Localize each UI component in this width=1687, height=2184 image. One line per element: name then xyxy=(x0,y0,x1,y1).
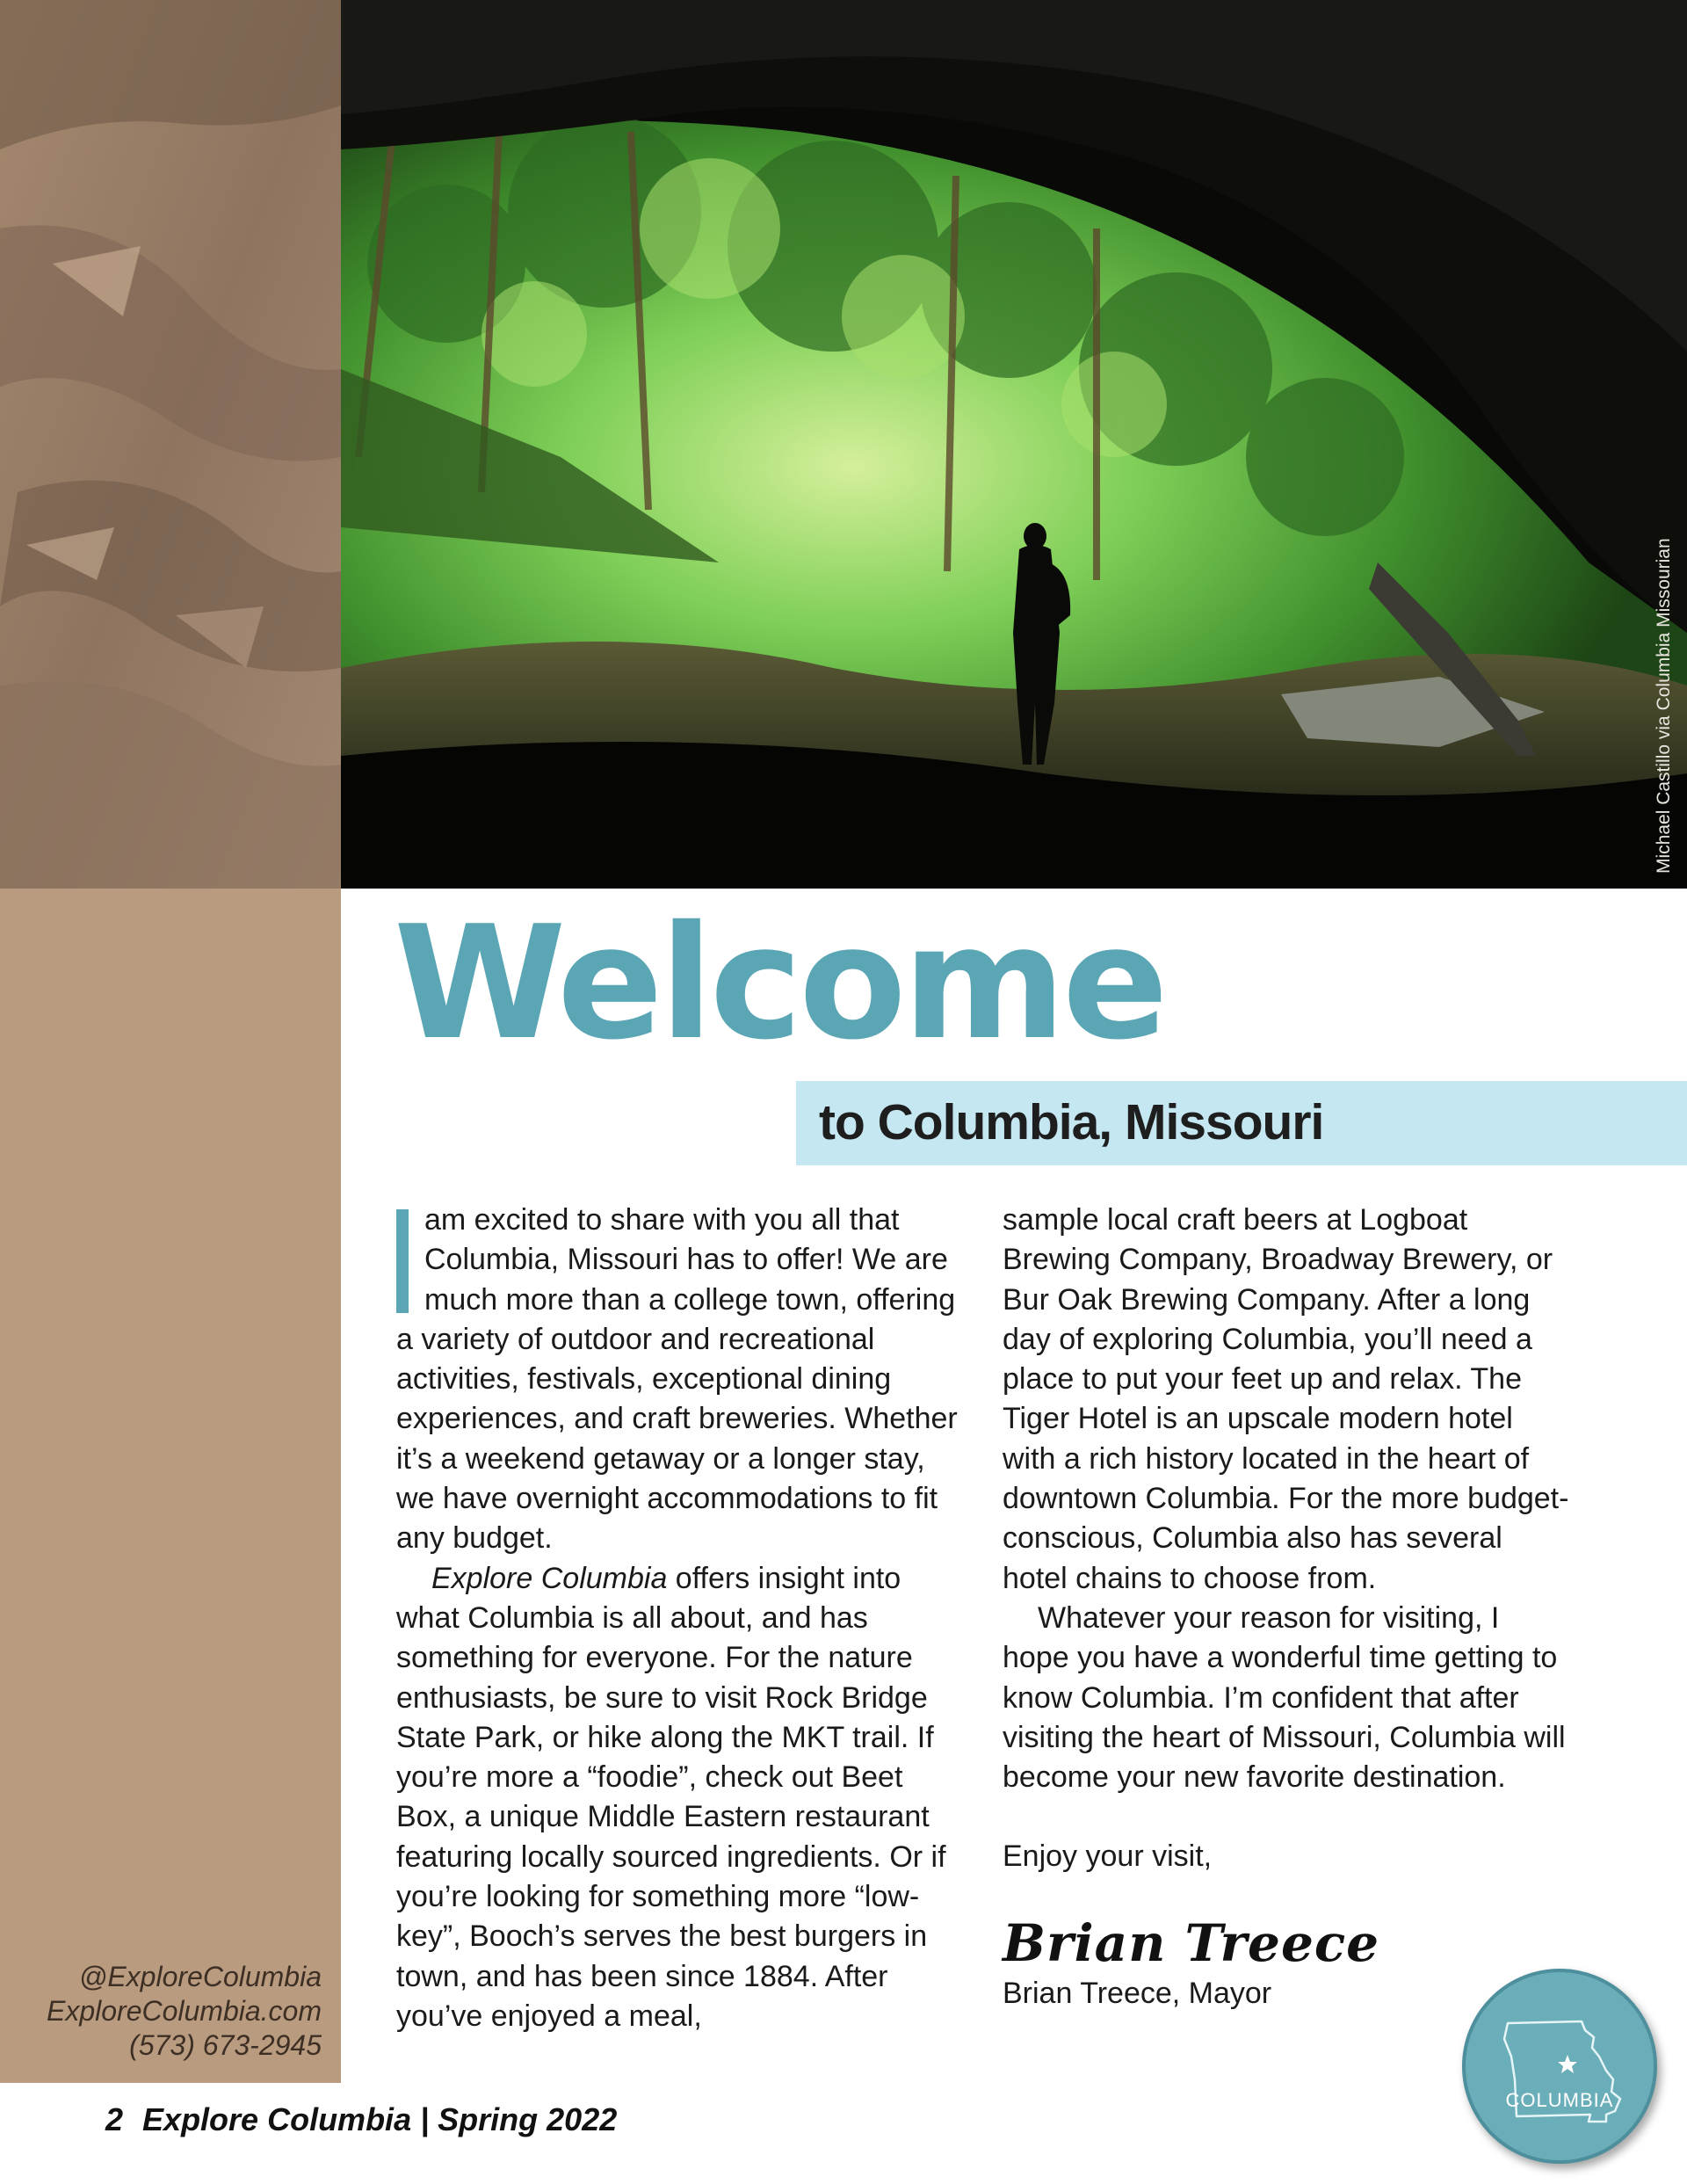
paragraph-text: offers insight into what Columbia is all about, and has something for everyone. For the nature enthusiasts, be sure to visit Rock Bridge State Park, or hike along the MKT trail. If you’re more a “foodie”, check out Beet Box, a unique Middle Eastern restaurant featuring locally sourced ingredients. Or if you’re looking for something more “low-key”, Booch’s serves the best burgers in town, and has been since 1884. After you’ve enjoyed a meal, xyxy=(396,1561,946,2033)
publication-name-italic: Explore Columbia xyxy=(431,1561,668,1595)
paragraph-text: am excited to share with you all that Columbia, Missouri has to offer! We are much more than a college town, offering a variety of outdoor and recreational activities, festivals, exceptional dining experiences, and craft breweries. Whether it’s a weekend getaway or a longer stay, we have overnight accommodations to fit any budget. xyxy=(396,1203,958,1556)
signature: Brian Treece xyxy=(1003,1912,1380,1973)
photo-credit: Michael Castillo via Columbia Missourian xyxy=(1654,538,1674,874)
subtitle-band xyxy=(796,1081,1687,1165)
article-column-left xyxy=(396,1201,967,2036)
article-paragraph: sample local craft beers at Logboat Brewing Company, Broadway Brewery, or Bur Oak Brewing Company. After a long day of exploring Columbia, you’ll need a place to put your feet up and relax. The Tiger Hotel is an upscale modern hotel with a rich history located in the heart of downtown Columbia. For the more budget-conscious, Columbia also has several hotel chains to choose from. xyxy=(1003,1203,1569,1595)
page-number: 2 xyxy=(105,2101,124,2137)
signer-name: Brian Treece, Mayor xyxy=(1003,1976,1272,2010)
page-footer xyxy=(105,2101,617,2138)
hero-photo xyxy=(341,0,1687,889)
spacer xyxy=(1003,1797,1574,1837)
columbia-badge xyxy=(1462,1969,1657,2164)
article-paragraph xyxy=(396,1201,967,1559)
social-handle: @ExploreColumbia xyxy=(78,1961,322,1992)
missouri-map-star-icon xyxy=(1466,1972,1654,2160)
page-title: Welcome xyxy=(394,892,1165,1074)
drop-cap-bar xyxy=(396,1209,409,1313)
article-paragraph: Whatever your reason for visiting, I hope you have a wonderful time getting to know Columbia. I’m confident that after visiting the heart of Missouri, Columbia will become your new favorite destination. xyxy=(1003,1600,1566,1795)
publication-info: Explore Columbia | Spring 2022 xyxy=(142,2101,618,2137)
rock-wall-photo xyxy=(0,0,341,889)
contact-block xyxy=(47,1960,322,2063)
article-paragraph xyxy=(396,1559,967,2037)
page-subtitle: to Columbia, Missouri xyxy=(819,1094,1324,1150)
website: ExploreColumbia.com xyxy=(46,1995,322,2027)
closing-line: Enjoy your visit, xyxy=(1003,1839,1213,1874)
badge-label: COLUMBIA xyxy=(1505,2089,1614,2111)
phone-number: (573) 673-2945 xyxy=(129,2029,322,2061)
article-column-right xyxy=(1003,1201,1574,2013)
